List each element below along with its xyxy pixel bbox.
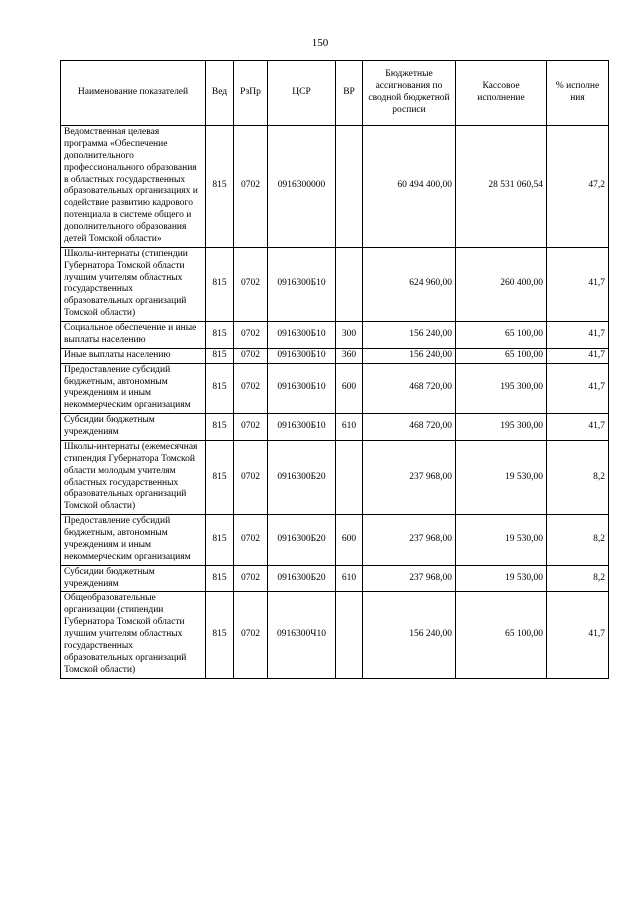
cell-rzpr: 0702 — [234, 515, 268, 566]
table-row — [61, 348, 609, 363]
cell-rzpr: 0702 — [234, 322, 268, 349]
cell-cash: 260 400,00 — [456, 247, 547, 321]
page-number: 150 — [311, 37, 329, 49]
header-vr: ВР — [336, 61, 363, 126]
table-row — [61, 592, 609, 678]
table-row — [61, 414, 609, 441]
header-percent: % исполне ния — [547, 61, 609, 126]
cell-percent: 47,2 — [547, 126, 609, 248]
cell-name: Субсидии бюджетным учреждениям — [61, 565, 206, 592]
cell-csr: 0916300Б20 — [268, 565, 336, 592]
cell-cash: 65 100,00 — [456, 322, 547, 349]
cell-vr: 610 — [336, 565, 363, 592]
header-rzpr: РзПр — [234, 61, 268, 126]
cell-csr: 0916300Б20 — [268, 440, 336, 514]
cell-rzpr: 0702 — [234, 348, 268, 363]
cell-ved: 815 — [206, 440, 234, 514]
cell-budget: 156 240,00 — [363, 322, 456, 349]
header-csr: ЦСР — [268, 61, 336, 126]
cell-budget: 237 968,00 — [363, 440, 456, 514]
cell-budget: 468 720,00 — [363, 414, 456, 441]
cell-csr: 0916300Б10 — [268, 363, 336, 414]
header-cash: Кассовое исполнение — [456, 61, 547, 126]
cell-csr: 0916300Б10 — [268, 322, 336, 349]
cell-rzpr: 0702 — [234, 414, 268, 441]
cell-name: Ведомственная целевая программа «Обеспечение дополнительного профессионального образования в областных государственных образовательных организациях и содействие развитию кадрового потенциала в системе общего и дополнительного образования детей Томской области» — [61, 126, 206, 248]
cell-ved: 815 — [206, 414, 234, 441]
cell-csr: 0916300000 — [268, 126, 336, 248]
cell-vr: 300 — [336, 322, 363, 349]
cell-vr: 600 — [336, 515, 363, 566]
cell-name: Социальное обеспечение и иные выплаты населению — [61, 322, 206, 349]
table-row — [61, 515, 609, 566]
cell-ved: 815 — [206, 592, 234, 678]
cell-ved: 815 — [206, 348, 234, 363]
cell-csr: 0916300Б10 — [268, 348, 336, 363]
cell-ved: 815 — [206, 126, 234, 248]
cell-csr: 0916300Ч10 — [268, 592, 336, 678]
header-ved: Вед — [206, 61, 234, 126]
cell-vr — [336, 440, 363, 514]
cell-budget: 624 960,00 — [363, 247, 456, 321]
cell-budget: 237 968,00 — [363, 565, 456, 592]
cell-rzpr: 0702 — [234, 565, 268, 592]
cell-name: Субсидии бюджетным учреждениям — [61, 414, 206, 441]
cell-rzpr: 0702 — [234, 247, 268, 321]
cell-vr: 600 — [336, 363, 363, 414]
cell-csr: 0916300Б10 — [268, 414, 336, 441]
cell-ved: 815 — [206, 322, 234, 349]
cell-percent: 41,7 — [547, 348, 609, 363]
cell-csr: 0916300Б20 — [268, 515, 336, 566]
cell-budget: 60 494 400,00 — [363, 126, 456, 248]
cell-percent: 8,2 — [547, 565, 609, 592]
cell-cash: 19 530,00 — [456, 565, 547, 592]
cell-ved: 815 — [206, 565, 234, 592]
table-row — [61, 247, 609, 321]
table-row — [61, 565, 609, 592]
cell-vr — [336, 126, 363, 248]
cell-rzpr: 0702 — [234, 592, 268, 678]
table-row — [61, 126, 609, 248]
header-budget: Бюджетные ассигнования по сводной бюджетной росписи — [363, 61, 456, 126]
cell-percent: 41,7 — [547, 247, 609, 321]
cell-budget: 237 968,00 — [363, 515, 456, 566]
cell-cash: 65 100,00 — [456, 592, 547, 678]
cell-ved: 815 — [206, 363, 234, 414]
cell-percent: 8,2 — [547, 440, 609, 514]
cell-name: Общеобразовательные организации (стипендии Губернатора Томской области лучшим учителям областных государственных образовательных организаций Томской области) — [61, 592, 206, 678]
cell-name: Предоставление субсидий бюджетным, автономным учреждениям и иным некоммерческим организациям — [61, 363, 206, 414]
cell-cash: 19 530,00 — [456, 515, 547, 566]
table-row — [61, 322, 609, 349]
table-row — [61, 363, 609, 414]
cell-rzpr: 0702 — [234, 363, 268, 414]
cell-budget: 156 240,00 — [363, 348, 456, 363]
budget-execution-table — [60, 60, 609, 679]
cell-cash: 28 531 060,54 — [456, 126, 547, 248]
cell-percent: 41,7 — [547, 414, 609, 441]
cell-rzpr: 0702 — [234, 440, 268, 514]
cell-percent: 41,7 — [547, 592, 609, 678]
cell-vr: 610 — [336, 414, 363, 441]
cell-name: Иные выплаты населению — [61, 348, 206, 363]
cell-vr — [336, 592, 363, 678]
cell-percent: 41,7 — [547, 322, 609, 349]
cell-percent: 41,7 — [547, 363, 609, 414]
cell-budget: 468 720,00 — [363, 363, 456, 414]
table-header-row — [61, 61, 609, 126]
cell-cash: 65 100,00 — [456, 348, 547, 363]
cell-csr: 0916300Б10 — [268, 247, 336, 321]
cell-budget: 156 240,00 — [363, 592, 456, 678]
cell-rzpr: 0702 — [234, 126, 268, 248]
table-row — [61, 440, 609, 514]
cell-percent: 8,2 — [547, 515, 609, 566]
cell-name: Школы-интернаты (ежемесячная стипендия Губернатора Томской области молодым учителям областных государственных образовательных организаций Томской области) — [61, 440, 206, 514]
cell-cash: 19 530,00 — [456, 440, 547, 514]
cell-name: Предоставление субсидий бюджетным, автономным учреждениям и иным некоммерческим организациям — [61, 515, 206, 566]
cell-name: Школы-интернаты (стипендии Губернатора Томской области лучшим учителям областных государственных образовательных организаций Томской области) — [61, 247, 206, 321]
cell-vr: 360 — [336, 348, 363, 363]
cell-ved: 815 — [206, 247, 234, 321]
cell-cash: 195 300,00 — [456, 363, 547, 414]
header-name: Наименование показателей — [61, 61, 206, 126]
cell-cash: 195 300,00 — [456, 414, 547, 441]
cell-vr — [336, 247, 363, 321]
cell-ved: 815 — [206, 515, 234, 566]
